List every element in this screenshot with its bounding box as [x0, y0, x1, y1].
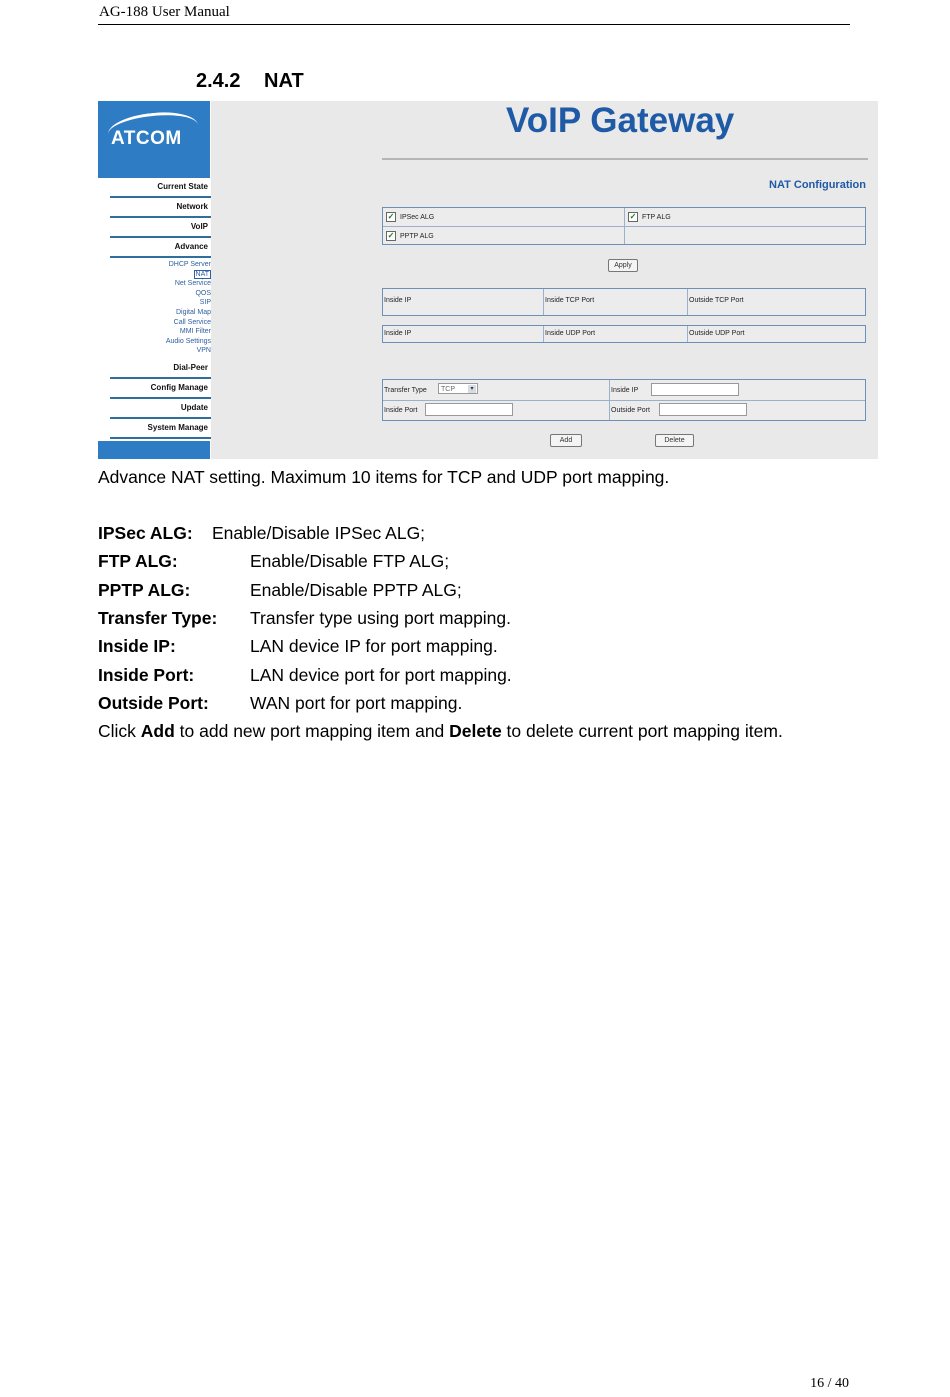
chevron-down-icon: ▾ — [468, 385, 476, 393]
inside-ip-label: Inside IP — [611, 387, 639, 394]
definition-row — [98, 608, 858, 629]
definition-text: WAN port for port mapping. — [250, 693, 463, 713]
inside-ip-input[interactable] — [651, 383, 739, 396]
header-rule — [98, 24, 850, 25]
nat-config-screenshot — [98, 101, 878, 459]
ftp-alg-option — [628, 212, 671, 222]
definition-row — [98, 665, 858, 686]
delete-button[interactable]: Delete — [655, 434, 694, 447]
sidebar-subitem-digital-map[interactable]: Digital Map — [175, 308, 211, 316]
transfer-type-select[interactable] — [438, 383, 478, 394]
tcp-mapping-table — [382, 288, 866, 316]
definition-term: PPTP ALG: — [98, 580, 191, 600]
ftp-alg-checkbox[interactable]: ✓ — [629, 212, 637, 221]
ipsec-alg-label: IPSec ALG — [400, 213, 435, 221]
definition-term: Inside Port: — [98, 665, 195, 685]
add-keyword: Add — [140, 721, 175, 741]
definition-row — [98, 523, 858, 544]
sidebar-item-system-manage[interactable]: System Manage — [110, 419, 211, 439]
intro-paragraph: Advance NAT setting. Maximum 10 items for TCP and UDP port mapping. — [98, 467, 670, 487]
sidebar-footer-bar — [98, 441, 210, 459]
ipsec-alg-checkbox[interactable]: ✓ — [387, 212, 395, 221]
atcom-logo — [98, 101, 210, 178]
definition-row — [98, 580, 858, 601]
definition-text: Enable/Disable PPTP ALG; — [250, 580, 462, 600]
sidebar — [98, 101, 211, 459]
definition-row — [98, 693, 858, 714]
definition-term: IPSec ALG: — [98, 523, 193, 543]
page-title: NAT Configuration — [769, 179, 866, 191]
app-title: VoIP Gateway — [506, 101, 735, 140]
definition-row — [98, 636, 858, 657]
definition-text: LAN device port for port mapping. — [250, 665, 512, 685]
sidebar-subitem-sip[interactable]: SIP — [199, 299, 211, 307]
alg-panel — [382, 207, 866, 245]
document-header-title: AG-188 User Manual — [99, 4, 230, 20]
delete-keyword: Delete — [449, 721, 502, 741]
apply-button[interactable]: Apply — [608, 259, 638, 272]
sidebar-item-update[interactable]: Update — [110, 399, 211, 419]
tcp-col-inside-port: Inside TCP Port — [545, 297, 595, 304]
outside-port-label: Outside Port — [611, 407, 650, 414]
sidebar-subitem-nat[interactable]: NAT — [195, 270, 209, 278]
inside-port-input[interactable] — [425, 403, 513, 416]
transfer-type-label: Transfer Type — [384, 387, 427, 394]
sidebar-subitem-dhcp-server[interactable]: DHCP Server — [168, 261, 211, 268]
definition-text: LAN device IP for port mapping. — [250, 636, 498, 656]
pptp-alg-checkbox[interactable]: ✓ — [387, 231, 395, 240]
ftp-alg-label: FTP ALG — [642, 213, 671, 221]
sidebar-subitem-audio-settings[interactable]: Audio Settings — [165, 337, 211, 345]
sidebar-item-advance[interactable]: Advance — [110, 238, 211, 258]
sidebar-item-voip[interactable]: VoIP — [110, 218, 211, 238]
transfer-type-value: TCP — [441, 386, 455, 393]
definition-row — [98, 551, 858, 572]
advance-submenu — [110, 258, 211, 359]
sidebar-subitem-qos[interactable]: QOS — [195, 289, 211, 297]
udp-col-outside-port: Outside UDP Port — [689, 330, 745, 337]
definition-term: Outside Port: — [98, 693, 209, 713]
section-title: NAT — [264, 70, 304, 92]
outside-port-input[interactable] — [659, 403, 747, 416]
pptp-alg-label: PPTP ALG — [400, 232, 434, 240]
definition-text: Enable/Disable IPSec ALG; — [212, 523, 426, 543]
section-number: 2.4.2 — [196, 70, 241, 92]
section-heading — [196, 70, 304, 93]
sidebar-item-network[interactable]: Network — [110, 198, 211, 218]
tcp-col-inside-ip: Inside IP — [384, 297, 412, 304]
add-mapping-form — [382, 379, 866, 421]
sidebar-item-dial-peer[interactable]: Dial-Peer — [110, 359, 211, 379]
definition-text: Enable/Disable FTP ALG; — [250, 551, 450, 571]
logo-text: ATCOM — [111, 128, 182, 149]
page-number: 16 / 40 — [810, 1376, 849, 1391]
udp-col-inside-ip: Inside IP — [384, 330, 412, 337]
sidebar-nav — [98, 178, 211, 439]
sidebar-item-config-manage[interactable]: Config Manage — [110, 379, 211, 399]
tcp-col-outside-port: Outside TCP Port — [689, 297, 744, 304]
sidebar-subitem-call-service[interactable]: Call Service — [173, 318, 211, 326]
sidebar-subitem-net-service[interactable]: Net Service — [174, 280, 211, 288]
udp-col-inside-port: Inside UDP Port — [545, 330, 596, 337]
ipsec-alg-option — [386, 212, 434, 222]
definition-text: Transfer type using port mapping. — [250, 608, 512, 628]
title-rule — [382, 158, 868, 160]
definition-term: Inside IP: — [98, 636, 176, 656]
click-instruction: Click Add to add new port mapping item and Delete to delete current port mapping item. — [98, 721, 783, 741]
add-button[interactable]: Add — [550, 434, 582, 447]
inside-port-label: Inside Port — [384, 407, 418, 414]
sidebar-item-current-state[interactable]: Current State — [110, 178, 211, 198]
udp-mapping-table — [382, 325, 866, 343]
pptp-alg-option — [386, 231, 434, 241]
sidebar-subitem-vpn[interactable]: VPN — [196, 347, 211, 355]
sidebar-subitem-mmi-filter[interactable]: MMI Filter — [179, 328, 211, 336]
definition-term: Transfer Type: — [98, 608, 218, 628]
definition-term: FTP ALG: — [98, 551, 178, 571]
